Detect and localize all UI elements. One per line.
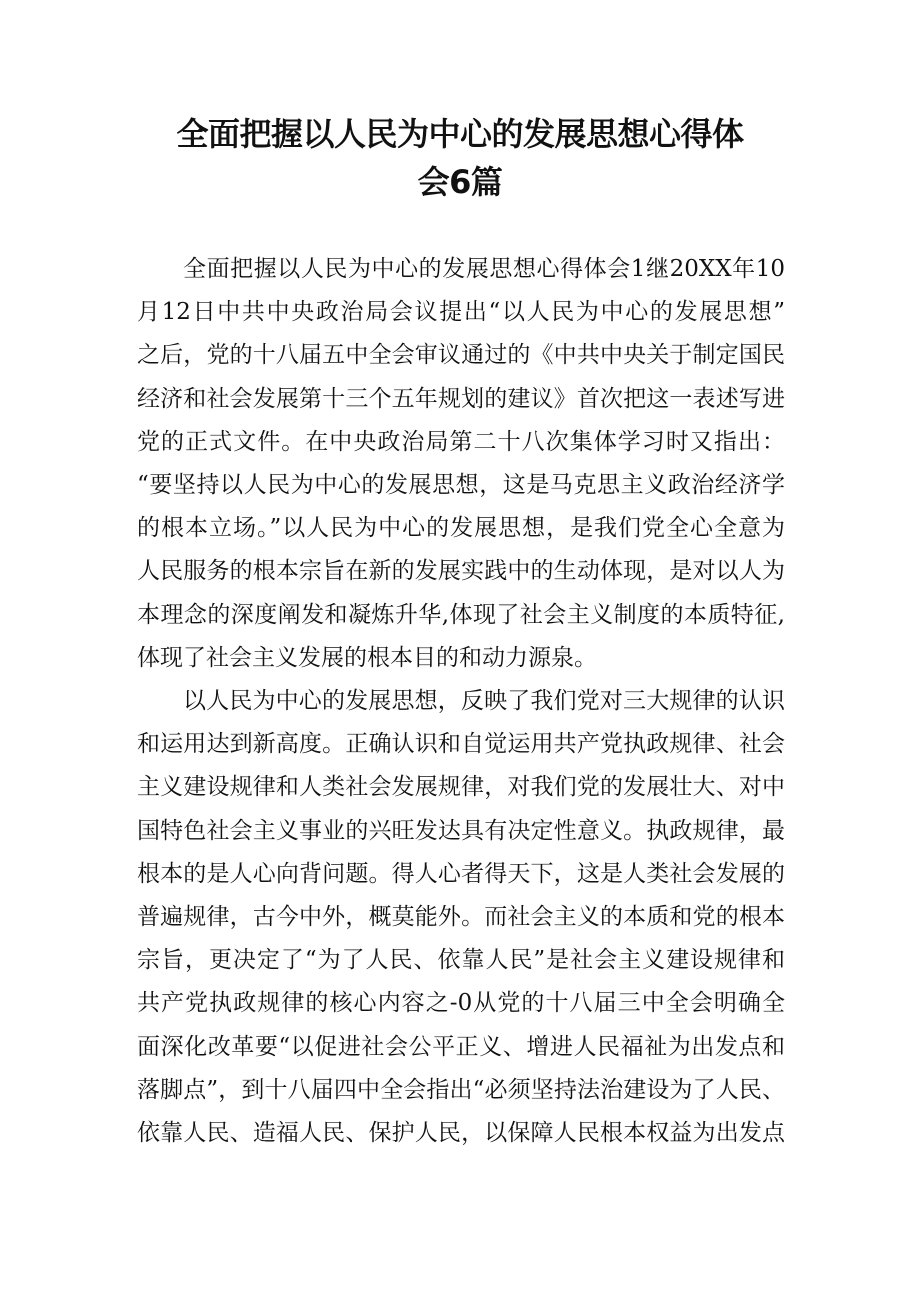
text-line: 面深化改革要“以促进社会公平正义、增进人民福祉为出发点和 (137, 1033, 785, 1060)
text-line: 之后，党的十八届五中全会审议通过的《中共中央关于制定国民 (137, 342, 785, 369)
text-line: 人民服务的根本宗旨在新的发展实践中的生动体现，是对以人为 (137, 558, 785, 585)
title-line-2: 会6篇 (417, 163, 503, 201)
text-line: 落脚点”，到十八届四中全会指出“必须坚持法治建设为了人民、 (137, 1076, 785, 1103)
text-line: 宗旨，更决定了“为了人民、依靠人民”是社会主义建设规律和 (137, 947, 785, 974)
text-line: 本理念的深度阐发和凝炼升华,体现了社会主义制度的本质特征, (137, 601, 785, 628)
text-line: 国特色社会主义事业的兴旺发达具有决定性意义。执政规律，最 (137, 817, 785, 844)
title-line-1: 全面把握以人民为中心的发展思想心得体 (176, 115, 744, 153)
text-line: “要坚持以人民为中心的发展思想，这是马克思主义政治经济学 (137, 472, 785, 499)
text-line: 以人民为中心的发展思想，反映了我们党对三大规律的认识 (183, 688, 785, 715)
paragraph-2 (137, 680, 785, 1155)
text-line: 党的正式文件。在中央政治局第二十八次集体学习时又指出： (137, 428, 785, 455)
text-line: 依靠人民、造福人民、保护人民，以保障人民根本权益为出发点 (137, 1120, 785, 1147)
document-title (130, 110, 790, 206)
text-line: 的根本立场。”以人民为中心的发展思想，是我们党全心全意为 (137, 515, 785, 542)
document-body (137, 248, 785, 1155)
text-line: 体现了社会主义发展的根本目的和动力源泉。 (137, 644, 597, 671)
text-line: 和运用达到新高度。正确认识和自觉运用共产党执政规律、社会 (137, 731, 785, 758)
text-line: 月12日中共中央政治局会议提出“以人民为中心的发展思想” (137, 299, 785, 326)
paragraph-1 (137, 248, 785, 680)
text-line: 经济和社会发展第十三个五年规划的建议》首次把这一表述写进 (137, 385, 785, 412)
text-line: 共产党执政规律的核心内容之-0从党的十八届三中全会明确全 (137, 990, 785, 1017)
text-line: 根本的是人心向背问题。得人心者得天下，这是人类社会发展的 (137, 860, 785, 887)
text-line: 主义建设规律和人类社会发展规律，对我们党的发展壮大、对中 (137, 774, 785, 801)
text-line: 全面把握以人民为中心的发展思想心得体会1继20XX年10 (183, 256, 785, 282)
text-line: 普遍规律，古今中外，概莫能外。而社会主义的本质和党的根本 (137, 904, 785, 931)
